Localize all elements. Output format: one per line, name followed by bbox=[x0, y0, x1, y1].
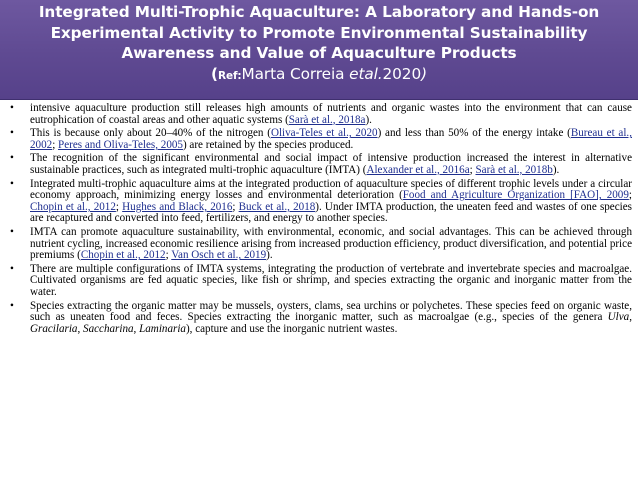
bullet-item-1 bbox=[6, 103, 632, 126]
bullet-text: , bbox=[629, 311, 632, 324]
bullet-text: ; bbox=[232, 200, 239, 213]
reference-line bbox=[0, 64, 638, 87]
bullet-text: ) are retained by the species produced. bbox=[182, 138, 354, 151]
ref-author: Marta Correia bbox=[241, 64, 350, 83]
title-line-1: Integrated Multi-Trophic Aquaculture: A Laboratory and Hands-on bbox=[38, 3, 600, 21]
citation-link[interactable]: Buck et al., 2018 bbox=[238, 200, 316, 213]
bullet-text: ; bbox=[469, 163, 476, 176]
citation-link[interactable]: Oliva-Teles et al., 2020 bbox=[270, 127, 378, 140]
citation-link[interactable]: Food and Agriculture Organization [FAO], 2009 bbox=[402, 189, 629, 202]
bullet-item-6 bbox=[6, 264, 632, 299]
citation-link[interactable]: Chopin et al., 2012 bbox=[80, 249, 166, 262]
bullet-text: ; bbox=[115, 200, 123, 213]
bullet-text: Species extracting the organic matter may be mussels, oysters, clams, sea urchins or polychetes. These species feed on organic waste, such as uneaten food and feces. Species extracting the inorganic matter, such as macroalgae (e.g., species of the genera bbox=[30, 299, 632, 324]
citation-link[interactable]: Peres and Oliva-Teles, 2005 bbox=[58, 138, 183, 151]
bullet-dot: • bbox=[10, 262, 14, 275]
bullet-dot: • bbox=[10, 299, 14, 312]
bullet-text: Integrated multi-trophic aquaculture aims at the integrated production of aquaculture species of different trophic levels under a circular economy approach, minimizing energy losses and environmental deterioration ( bbox=[30, 177, 632, 202]
bullet-text: This is because only about 20–40% of the nitrogen ( bbox=[30, 127, 271, 140]
citation-link[interactable]: Sarà et al., 2018b bbox=[475, 163, 553, 176]
bullet-dot: • bbox=[10, 177, 14, 190]
bullet-text: ). bbox=[365, 113, 372, 126]
slide-title-banner bbox=[0, 0, 638, 100]
bullet-text: The recognition of the significant environmental and social impact of intensive production increased the interest in alternative sustainable practices, such as integrated multi-trophic aquaculture (IMTA) ( bbox=[30, 152, 632, 176]
bullet-list bbox=[6, 103, 632, 337]
citation-link[interactable]: Van Osch et al., 2019 bbox=[171, 249, 267, 262]
bullet-text: ). bbox=[266, 249, 273, 262]
citation-link[interactable]: Bureau et al., 2002 bbox=[30, 127, 632, 151]
ref-close-paren: ) bbox=[421, 64, 427, 83]
citation-link[interactable]: Chopin et al., 2012 bbox=[30, 200, 116, 213]
genus-name: Laminaria bbox=[139, 322, 186, 335]
ref-label: Ref: bbox=[217, 69, 242, 82]
bullet-text: ), capture and use the inorganic nutrient wastes. bbox=[185, 322, 398, 335]
bullet-item-7 bbox=[6, 301, 632, 336]
bullet-item-3 bbox=[6, 153, 632, 176]
bullet-text: There are multiple configurations of IMTA systems, integrating the production of vertebrate and invertebrate species and macroalgae. Cultivated organisms are fed aquatic species, like fish or shrimp, and species extracting the organic and inorganic matter from the water. bbox=[30, 262, 632, 298]
citation-link[interactable]: Sarà et al., 2018a bbox=[288, 113, 366, 126]
bullet-text: ). bbox=[552, 163, 560, 176]
citation-link[interactable]: Alexander et al., 2016a bbox=[366, 163, 470, 176]
ref-year: 2020 bbox=[382, 64, 422, 83]
citation-link[interactable]: Hughes and Black, 2016 bbox=[122, 200, 233, 213]
bullet-text: ; bbox=[52, 138, 59, 151]
ref-open-paren: ( bbox=[211, 64, 218, 83]
bullet-dot: • bbox=[10, 102, 14, 114]
bullet-item-2 bbox=[6, 128, 632, 151]
title-line-2: Experimental Activity to Promote Environmental Sustainability bbox=[50, 23, 588, 42]
ref-etal: etal. bbox=[349, 64, 383, 83]
bullet-text: intensive aquaculture production still releases high amounts of nutrients and organic wastes into the environment that can cause eutrophication of coastal areas and other aquatic systems ( bbox=[30, 102, 632, 126]
bullet-text: , bbox=[133, 322, 140, 335]
bullet-item-5 bbox=[6, 227, 632, 262]
title-line-3: Awareness and Value of Aquaculture Products bbox=[121, 44, 517, 62]
bullet-text: ). Under IMTA production, the uneaten feed and wastes of one species are recaptured and converted into feed, fertilizers, and energy to another species. bbox=[30, 200, 632, 225]
bullet-text: ; bbox=[628, 189, 632, 202]
bullet-dot: • bbox=[10, 127, 14, 140]
bullet-dot: • bbox=[10, 225, 14, 238]
bullet-text: , bbox=[77, 322, 84, 335]
bullet-text: IMTA can promote aquaculture sustainability, with environmental, economic, and social advantages. This can be achieved through nutrient cycling, increased economic resilience arising from increased production efficiency, product diversification, and potential price premiums ( bbox=[30, 225, 632, 262]
bullet-text: ) and less than 50% of the energy intake ( bbox=[377, 127, 571, 140]
bullet-item-4 bbox=[6, 179, 632, 225]
genus-name: Gracilaria bbox=[30, 322, 78, 335]
genus-name: Ulva bbox=[607, 311, 630, 324]
bullet-dot: • bbox=[10, 152, 14, 165]
bullet-text: ; bbox=[165, 249, 172, 262]
genus-name: Saccharina bbox=[83, 322, 134, 335]
